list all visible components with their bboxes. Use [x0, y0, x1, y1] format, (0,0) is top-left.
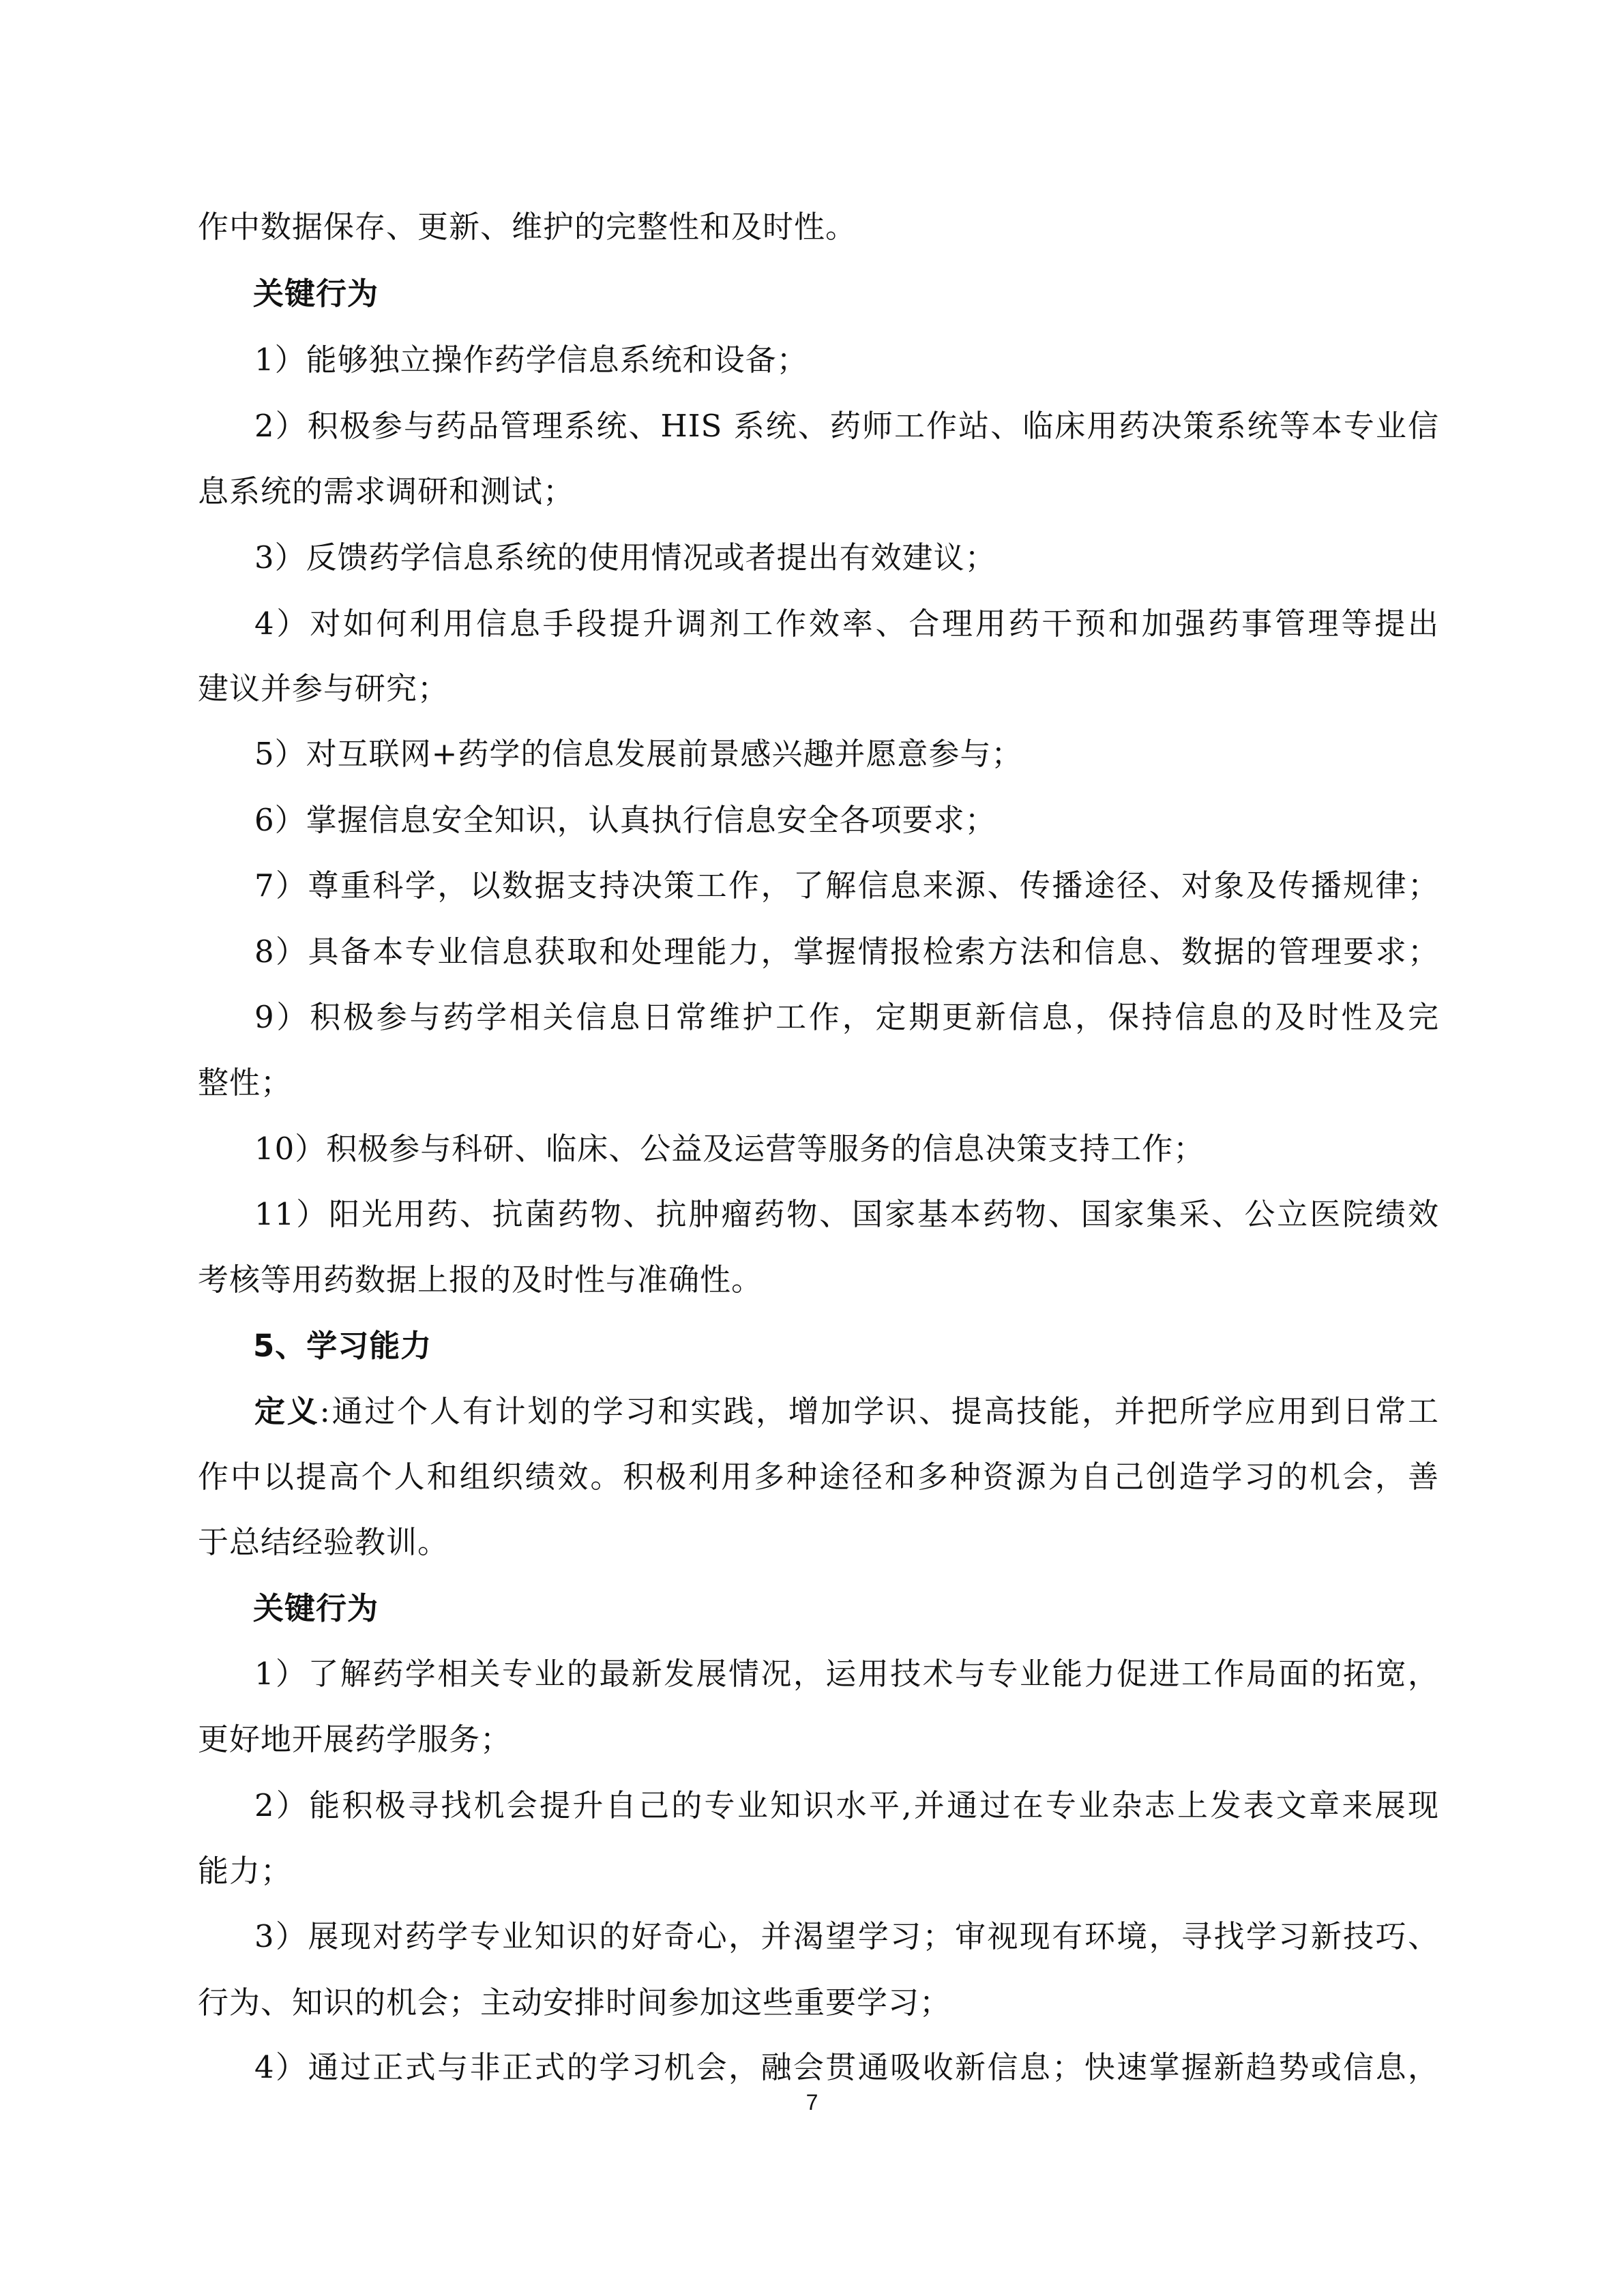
paragraph-line: 于总结经验教训。 [198, 1524, 449, 1560]
list-item: 3）展现对药学专业知识的好奇心，并渴望学习；审视现有环境，寻找学习新技巧、 [254, 1918, 1439, 1954]
definition-text: :通过个人有计划的学习和实践，增加学识、提高技能，并把所学应用到日常工 [319, 1393, 1439, 1429]
definition-label: 定义 [254, 1393, 320, 1429]
list-item: 3）反馈药学信息系统的使用情况或者提出有效建议； [254, 539, 996, 576]
list-item: 1）了解药学相关专业的最新发展情况，运用技术与专业能力促进工作局面的拓宽， [254, 1656, 1439, 1692]
paragraph-line: 息系统的需求调研和测试； [198, 473, 575, 509]
list-item: 6）掌握信息安全知识，认真执行信息安全各项要求； [254, 802, 996, 838]
list-item: 7）尊重科学，以数据支持决策工作，了解信息来源、传播途径、对象及传播规律； [254, 867, 1439, 904]
definition-line [254, 1388, 1439, 1435]
list-item: 11）阳光用药、抗菌药物、抗肿瘤药物、国家基本药物、国家集采、公立医院绩效 [254, 1196, 1439, 1232]
section-heading: 关键行为 [253, 275, 379, 312]
list-item: 10）积极参与科研、临床、公益及运营等服务的信息决策支持工作； [254, 1131, 1205, 1167]
paragraph-line: 行为、知识的机会；主动安排时间参加这些重要学习； [198, 1984, 951, 2021]
paragraph-line: 建议并参与研究； [198, 670, 449, 706]
list-item: 2）积极参与药品管理系统、HIS 系统、药师工作站、临床用药决策系统等本专业信 [254, 408, 1439, 444]
list-item: 1）能够独立操作药学信息系统和设备； [254, 342, 808, 378]
list-item: 5）对互联网+药学的信息发展前景感兴趣并愿意参与； [254, 736, 1023, 772]
paragraph-line: 考核等用药数据上报的及时性与准确性。 [198, 1262, 763, 1298]
section-heading: 关键行为 [253, 1590, 379, 1626]
paragraph-line: 更好地开展药学服务； [198, 1721, 512, 1757]
section-heading: 5、学习能力 [253, 1328, 432, 1364]
paragraph-line: 作中数据保存、更新、维护的完整性和及时性。 [198, 209, 857, 245]
page-number: 7 [806, 2090, 818, 2115]
list-item: 4）对如何利用信息手段提升调剂工作效率、合理用药干预和加强药事管理等提出 [254, 606, 1439, 642]
list-item: 4）通过正式与非正式的学习机会，融会贯通吸收新信息；快速掌握新趋势或信息， [254, 2049, 1439, 2085]
paragraph-line: 整性； [198, 1064, 293, 1101]
paragraph-line: 作中以提高个人和组织绩效。积极利用多种途径和多种资源为自己创造学习的机会，善 [198, 1459, 1439, 1495]
list-item: 9）积极参与药学相关信息日常维护工作，定期更新信息，保持信息的及时性及完 [254, 999, 1439, 1035]
list-item: 2）能积极寻找机会提升自己的专业知识水平,并通过在专业杂志上发表文章来展现 [254, 1787, 1439, 1823]
paragraph-line: 能力； [198, 1853, 293, 1889]
list-item: 8）具备本专业信息获取和处理能力，掌握情报检索方法和信息、数据的管理要求； [254, 934, 1439, 970]
